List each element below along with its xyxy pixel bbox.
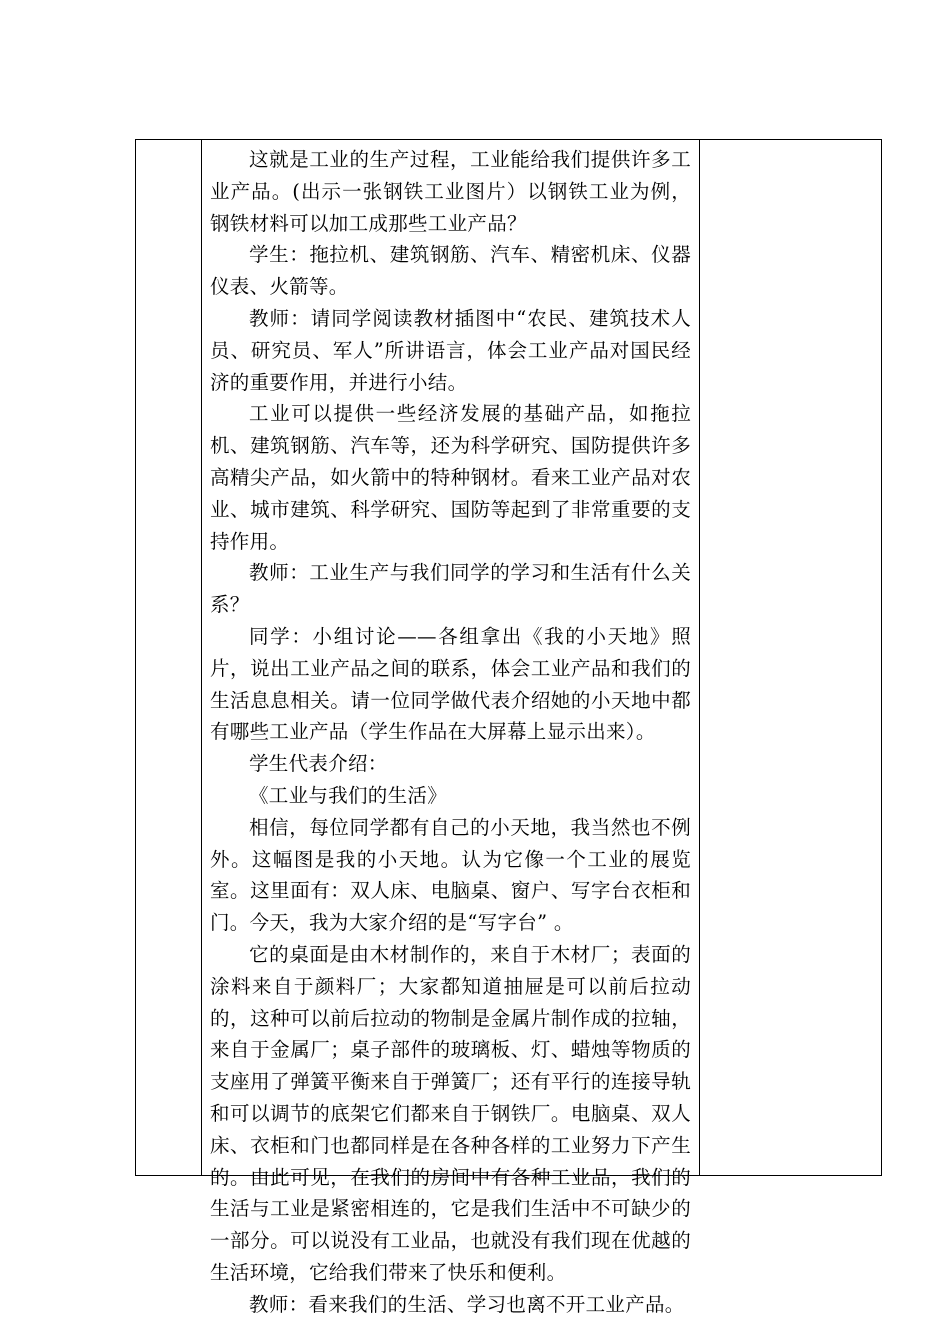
paragraph: 它的桌面是由木材制作的，来自于木材厂；表面的涂料来自于颜料厂；大家都知道抽屉是可以前后拉动的，这种可以前后拉动的物制是金属片制作成的拉轴，来自于金属厂；桌子部件的玻璃板、灯、蜡烛等物质的支座用了弹簧平衡来自于弹簧厂；还有平行的连接导轨和可以调节的底架它们都来自于钢铁厂。电脑桌、双人床、衣柜和门也都同样是在各种各样的工业努力下产生的。由此可见，在我们的房间中有各种工业品，我们的生活与工业是紧密相连的，它是我们生活中不可缺少的一部分。可以说没有工业品，也就没有我们现在优越的生活环境，它给我们带来了快乐和便利。 — [210, 942, 691, 1284]
paragraph: 教师：请同学阅读教材插图中“农民、建筑技术人员、研究员、军人”所讲语言，体会工业产品对国民经济的重要作用，并进行小结。 — [210, 306, 691, 394]
lesson-table — [135, 139, 882, 1316]
paragraph: 学生代表介绍： — [249, 752, 388, 776]
left-column-cell — [136, 140, 202, 1175]
paragraph: 教师：看来我们的生活、学习也离不开工业产品。 — [249, 1292, 685, 1316]
paragraph: 相信，每位同学都有自己的小天地，我当然也不例外。这幅图是我的小天地。认为它像一个工业的展览室。这里面有：双人床、电脑桌、窗户、写字台衣柜和门。今天，我为大家介绍的是“写字台” 。 — [210, 815, 691, 935]
paragraph: 教师：工业生产与我们同学的学习和生活有什么关系？ — [210, 561, 691, 617]
paragraph: 同学：小组讨论——各组拿出《我的小天地》照片，说出工业产品之间的联系，体会工业产品和我们的生活息息相关。请一位同学做代表介绍她的小天地中都有哪些工业产品（学生作品在大屏幕上显示出来）。 — [210, 624, 691, 744]
paragraph: 学生：拖拉机、建筑钢筋、汽车、精密机床、仪器仪表、火箭等。 — [210, 243, 691, 299]
essay-title: 《工业与我们的生活》 — [249, 783, 448, 807]
right-column-cell — [700, 140, 881, 1175]
paragraph: 这就是工业的生产过程，工业能给我们提供许多工业产品。(出示一张钢铁工业图片）以钢铁工业为例，钢铁材料可以加工成那些工业产品？ — [210, 148, 691, 235]
paragraph: 工业可以提供一些经济发展的基础产品，如拖拉机、建筑钢筋、汽车等，还为科学研究、国防提供许多高精尖产品，如火箭中的特种钢材。看来工业产品对农业、城市建筑、科学研究、国防等起到了非常重要的支持作用。 — [210, 402, 691, 553]
content-cell — [202, 140, 700, 1316]
